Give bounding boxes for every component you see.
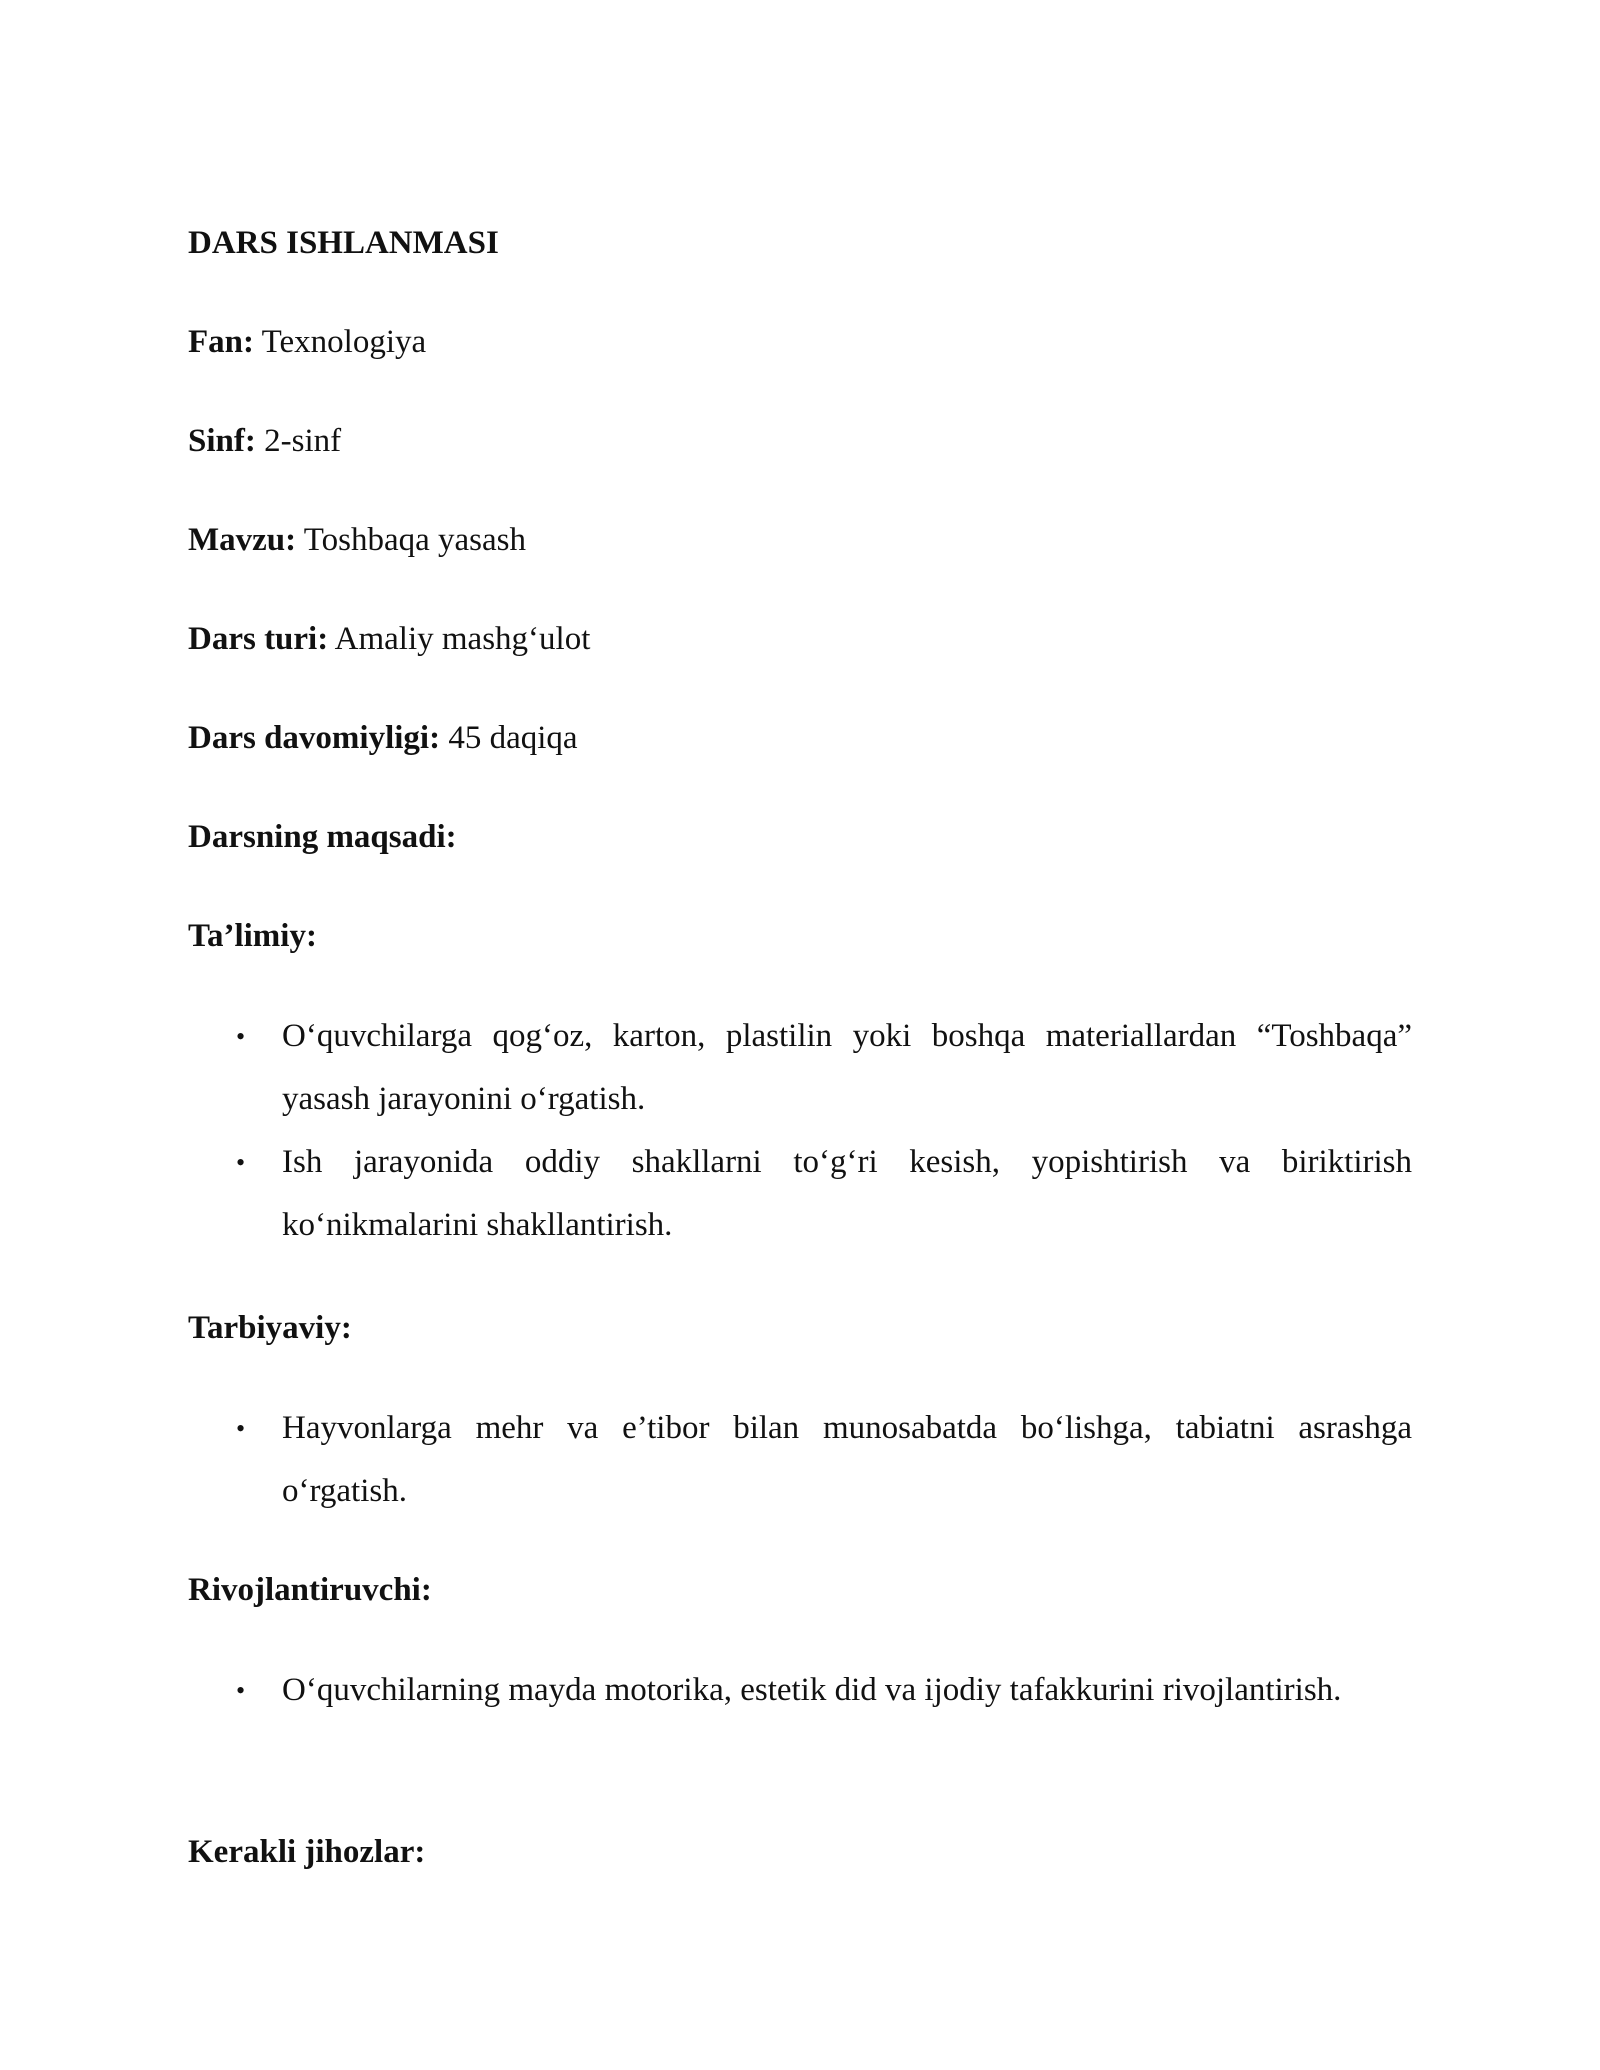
section-heading-maqsad: Darsning maqsadi: xyxy=(188,819,457,855)
field-label: Fan: xyxy=(188,324,254,360)
bullet-icon: • xyxy=(236,1148,246,1177)
field-dars-davomiyligi xyxy=(188,718,578,758)
document-title: DARS ISHLANMASI xyxy=(188,225,499,261)
bullet-icon: • xyxy=(236,1676,246,1705)
field-value: Toshbaqa yasash xyxy=(303,522,527,558)
section-heading-jihozlar: Kerakli jihozlar: xyxy=(188,1834,426,1870)
field-label: Sinf: xyxy=(188,423,256,459)
field-label: Dars davomiyligi: xyxy=(188,720,441,756)
list-item-text: Ish jarayonida oddiy shakllarni to‘g‘ri kesish, yopishtirish va biriktirish ko‘nikmalarini shakllantirish. xyxy=(282,1144,1412,1243)
list-item xyxy=(188,1131,1412,1257)
section-heading-talimiy: Ta’limiy: xyxy=(188,918,317,954)
list-item xyxy=(188,1005,1412,1131)
bullet-icon: • xyxy=(236,1414,246,1443)
list-item-text: O‘quvchilarga qog‘oz, karton, plastilin yoki boshqa materiallardan “Toshbaqa” yasash jarayonini o‘rgatish. xyxy=(282,1018,1412,1117)
field-label: Dars turi: xyxy=(188,621,329,657)
field-sinf xyxy=(188,421,341,461)
field-value: 45 daqiqa xyxy=(448,720,578,756)
list-item xyxy=(188,1397,1412,1523)
bullet-icon: • xyxy=(236,1022,246,1051)
field-value: 2-sinf xyxy=(264,423,342,459)
field-fan xyxy=(188,322,426,362)
section-heading-tarbiyaviy: Tarbiyaviy: xyxy=(188,1310,352,1346)
section-heading-rivojlantiruvchi: Rivojlantiruvchi: xyxy=(188,1572,432,1608)
list-item-text: O‘quvchilarning mayda motorika, estetik did va ijodiy tafakkurini rivojlantirish. xyxy=(282,1672,1342,1708)
field-label: Mavzu: xyxy=(188,522,297,558)
field-value: Texnologiya xyxy=(261,324,427,360)
field-mavzu xyxy=(188,520,526,560)
list-item-text: Hayvonlarga mehr va e’tibor bilan munosabatda bo‘lishga, tabiatni asrashga o‘rgatish. xyxy=(282,1410,1412,1509)
field-value: Amaliy mashg‘ulot xyxy=(334,621,591,657)
field-dars-turi xyxy=(188,619,590,659)
list-item xyxy=(188,1659,1412,1785)
